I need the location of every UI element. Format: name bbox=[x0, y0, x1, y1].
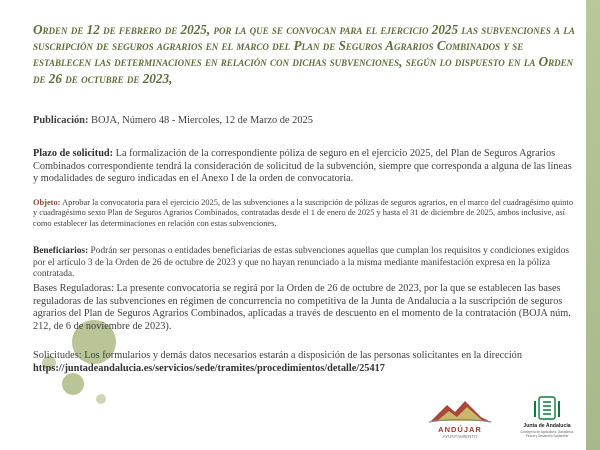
page-title: Orden de 12 de febrero de 2025, por la que se convocan para el ejercicio 2025 las subvenciones a la suscripción de seguros agrarios en el marco del Plan de Seguros Agrarios Combinados y se establecen las determinaciones en relación con dichas subvenciones, según lo dispuesto en la Orden de 26 de octubre de 2023, bbox=[33, 22, 575, 86]
bases-paragraph bbox=[33, 283, 578, 333]
decorative-circle bbox=[62, 373, 84, 395]
andujar-name: ANDÚJAR bbox=[438, 425, 482, 434]
objeto-label: Objeto: bbox=[33, 198, 61, 207]
publication-label: Publicación: bbox=[33, 115, 89, 126]
objeto-text: Aprobar la convocatoria para el ejercicio 2025, de las subvenciones a la suscripción de pólizas de seguros agrarios, en el marco del cuadragésimo quinto y cuadragésimo sexto Plan de Seguros Agrarios Combinados, contratadas desde el 1 de enero de 2025 y hasta el 31 de diciembre de 2025, ambos inclusive, así como establecer las determinaciones en relación con estas subvenciones. bbox=[33, 198, 574, 228]
solicitudes-paragraph bbox=[33, 350, 578, 375]
solicitudes-label: Solicitudes: bbox=[33, 350, 82, 361]
beneficiarios-paragraph bbox=[33, 246, 578, 281]
beneficiarios-text: Podrán ser personas o entidades beneficiarias de estas subvenciones aquellas que cumplan los requisitos y condiciones exigidos por el artículo 3 de la Orden de 26 de octubre de 2023 y que no hayan renunciado a la misma mediante manifestación expresa en la póliza contratada. bbox=[33, 246, 570, 279]
plazo-label: Plazo de solicitud: bbox=[33, 148, 114, 159]
junta-logo bbox=[522, 393, 572, 443]
bases-text: La presente convocatoria se regirá por la Orden de 26 de octubre de 2023, por la que se establecen las bases reguladoras de las subvenciones en régimen de concurrencia no competitiva de la Junta de Andalucía a la suscripción de seguros agrarios del Plan de Seguros Agrarios Combinados, aplicadas a través de descuento en el momento de la contratación (BOJA núm. 212, de 6 de noviembre de 2023). bbox=[33, 283, 571, 332]
plazo-text: La formalización de la correspondiente póliza de seguro en el ejercicio 2025, del Plan de Seguros Agrarios Combinados correspondiente tendrá la consideración de solicitud de la subvención, siempre que corresponda a alguna de las líneas y modalidades de seguro indicadas en el Anexo I de la orden de convocatoria. bbox=[33, 148, 572, 184]
junta-name: Junta de Andalucía bbox=[523, 423, 571, 429]
bases-label: Bases Reguladoras: bbox=[33, 283, 114, 294]
plazo-paragraph bbox=[33, 148, 578, 186]
right-accent-bar bbox=[586, 0, 600, 450]
solicitudes-link[interactable]: https://juntadeandalucia.es/servicios/sede/tramites/procedimientos/detalle/25417 bbox=[33, 362, 385, 374]
objeto-paragraph bbox=[33, 198, 578, 229]
publication-text: BOJA, Número 48 - Miercoles, 12 de Marzo de 2025 bbox=[88, 115, 313, 126]
decorative-circle bbox=[96, 394, 106, 404]
andujar-mountain-icon bbox=[425, 395, 495, 425]
beneficiarios-label: Beneficiarios: bbox=[33, 246, 89, 256]
publication-line bbox=[33, 114, 573, 127]
andujar-subtitle: AYUNTAMIENTO bbox=[442, 434, 478, 439]
junta-emblem-icon bbox=[522, 393, 572, 423]
junta-subtitle: Consejería de Agricultura, Ganadería, Pesca y Desarrollo Sostenible bbox=[520, 430, 574, 438]
solicitudes-text: Los formularios y demás datos necesarios estarán a disposición de las personas solicitantes en la dirección bbox=[81, 350, 522, 361]
andujar-logo bbox=[425, 395, 495, 445]
